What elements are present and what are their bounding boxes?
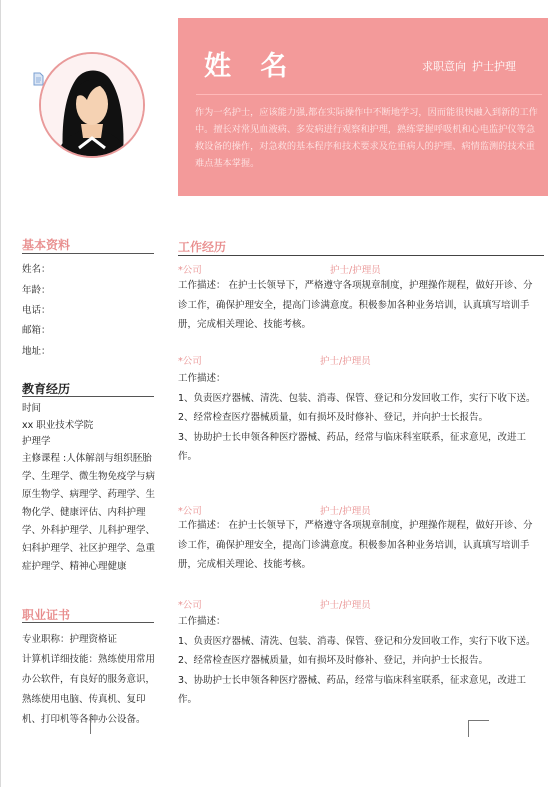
certificates-title: 职业证书: [22, 608, 71, 622]
education-school: xx 职业技术学院: [22, 420, 94, 431]
job-objective: [422, 58, 516, 74]
job-1-description: 工作描述： 在护士长领导下，严格遵守各项规章制度，护理操作规程，做好开诊、分诊工作，确保护理安全，提高门诊满意度。积极参加各种业务培训，认真填写培训手册，完成相关理论、技能考核。: [178, 280, 533, 330]
job-3-role: 护士/护理员: [320, 506, 371, 517]
basic-info-title: 基本资料: [22, 238, 71, 252]
job-2-company: *公司: [178, 356, 202, 367]
job-4-company: *公司: [178, 600, 202, 611]
nurse-portrait-icon: [41, 54, 143, 156]
basic-info-divider: [22, 253, 154, 254]
field-age-label: 年龄：: [22, 285, 51, 296]
page-edge: [0, 0, 1, 787]
certificates-divider: [22, 622, 154, 623]
header-divider: [196, 94, 542, 95]
job-3-company: *公司: [178, 506, 202, 517]
resume-name: 姓 名: [204, 51, 298, 82]
certificate-title-line: 专业职称：护理资格证: [22, 634, 118, 645]
job-3-description: 工作描述： 在护士长领导下，严格遵守各项规章制度，护理操作规程，做好开诊、分诊工作，确保护理安全，提高门诊满意度。积极参加各种业务培训，认真填写培训手册，完成相关理论、技能考核。: [178, 520, 533, 570]
self-summary: 作为一名护士，应该能力强,都在实际操作中不断地学习，因而能很快融入到新的工作中。擅长对常见血液病、多发病进行观察和护理，熟练掌握呼吸机和心电监护仪等急救设备的操作，对急救的基本程序和技术要求及危重病人的护理、病情监测的技术重难点基本掌握。: [195, 107, 538, 169]
job-4-role: 护士/护理员: [320, 600, 371, 611]
page-corner-mark: [468, 720, 489, 737]
cursor-mark: [84, 718, 91, 734]
field-phone-label: 电话：: [22, 305, 51, 316]
education-time: 时间: [22, 403, 42, 414]
work-experience-divider: [178, 255, 544, 256]
field-name-label: 姓名：: [22, 264, 51, 275]
field-email-label: 邮箱：: [22, 325, 51, 336]
certificates-content: [22, 630, 156, 730]
work-experience-title: 工作经历: [178, 240, 227, 254]
job-2-description: 工作描述： 1、负责医疗器械、清洗、包装、消毒、保管、登记和分发回收工作，实行下收下送。 2、经常检查医疗器械质量，如有损坏及时修补、登记，并向护士长报告。 3、协助护士长申领各种医疗器械、药品，经常与临床科室联系，征求意见，改进工作。: [178, 373, 536, 462]
job-1-role: 护士/护理员: [330, 265, 381, 276]
education-major: 护理学: [22, 436, 51, 447]
field-address-label: 地址：: [22, 346, 51, 357]
job-1-company: *公司: [178, 265, 202, 276]
job-4-description: 工作描述： 1、负责医疗器械、清洗、包装、消毒、保管、登记和分发回收工作，实行下收下送。 2、经常检查医疗器械质量，如有损坏及时修补、登记，并向护士长报告。 3、协助护士长申领各种医疗器械、药品，经常与临床科室联系，征求意见，改进工作。: [178, 616, 536, 705]
job-2-role: 护士/护理员: [320, 356, 371, 367]
objective-label: 求职意向: [422, 60, 466, 73]
computer-skills-line: 计算机详细技能：熟练使用常用办公软件，有良好的服务意识，熟练使用电脑、传真机、复印机、打印机等各种办公设备。: [22, 654, 156, 725]
avatar: [39, 52, 145, 158]
education-title: 教育经历: [22, 382, 71, 396]
objective-value: 护士护理: [472, 60, 516, 73]
education-divider: [22, 396, 154, 397]
education-courses: 主修课程 :人体解剖与组织胚胎学、生理学、微生物免疫学与病原生物学、病理学、药理学、生物化学、健康评估、内科护理学、外科护理学、儿科护理学、妇科护理学、社区护理学、急重症护理学、精神心理健康: [22, 453, 156, 572]
